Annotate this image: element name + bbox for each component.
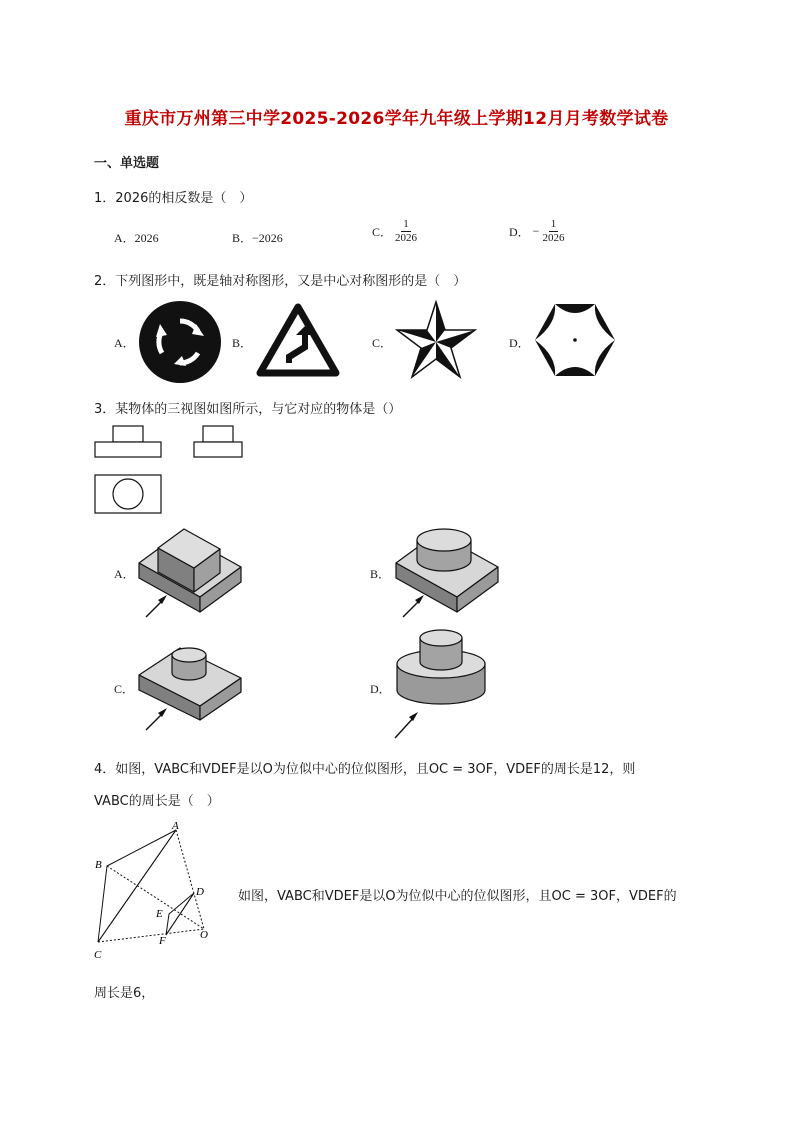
q2-option-a-label[interactable]: A． bbox=[114, 336, 135, 350]
option-value: 2026 bbox=[134, 231, 159, 245]
option-label: D． bbox=[509, 225, 530, 239]
section-heading: 一、单选题 bbox=[94, 156, 160, 171]
point-label-a: A bbox=[172, 820, 179, 832]
option-label: B． bbox=[232, 231, 253, 245]
point-label-c: C bbox=[94, 949, 102, 961]
hexagon-figure-icon bbox=[533, 300, 617, 380]
solid-option-a bbox=[136, 520, 244, 620]
q2-option-b-label[interactable]: B． bbox=[232, 336, 253, 350]
q3-option-c-label[interactable]: C． bbox=[114, 682, 135, 696]
page-title: 重庆市万州第三中学2025-2026学年九年级上学期12月月考数学试卷 bbox=[124, 109, 669, 129]
point-label-e: E bbox=[156, 908, 163, 920]
numerator: 1 bbox=[550, 218, 557, 230]
question-3-stem: 3．某物体的三视图如图所示，与它对应的物体是（） bbox=[94, 402, 402, 417]
q3-option-a-label[interactable]: A． bbox=[114, 567, 135, 581]
question-4-stem-line1: 4．如图，VABC和VDEF是以O为位似中心的位似图形，且OC = 3OF，VDEF的周长是12，则 bbox=[94, 762, 636, 777]
option-label: A． bbox=[114, 231, 135, 245]
q1-option-b[interactable] bbox=[232, 229, 283, 246]
fraction bbox=[542, 218, 564, 245]
answer-text-line2: 周长是6， bbox=[94, 986, 155, 1001]
numerator: 1 bbox=[403, 218, 409, 230]
option-label: C． bbox=[372, 225, 393, 239]
q2-option-d-label[interactable]: D． bbox=[509, 336, 530, 350]
answer-text-line1: 如图，VABC和VDEF是以O为位似中心的位似图形，且OC = 3OF，VDEF的 bbox=[238, 889, 677, 904]
roundabout-sign-icon bbox=[138, 300, 222, 384]
denominator: 2026 bbox=[395, 232, 418, 244]
option-value: −2026 bbox=[252, 231, 283, 245]
point-label-b: B bbox=[95, 859, 102, 871]
point-label-o: O bbox=[200, 929, 208, 941]
question-2-stem: 2．下列图形中，既是轴对称图形，又是中心对称图形的是（ ） bbox=[94, 274, 467, 289]
solid-option-c bbox=[136, 640, 244, 735]
star-icon bbox=[394, 300, 478, 380]
q3-option-b-label[interactable]: B． bbox=[370, 567, 391, 581]
point-label-d: D bbox=[196, 886, 204, 898]
fraction bbox=[395, 218, 417, 245]
q1-option-d[interactable] bbox=[509, 218, 564, 245]
question-1-stem: 1．2026的相反数是（ ） bbox=[94, 191, 253, 206]
top-view-drawing bbox=[94, 474, 162, 514]
minus-sign: − bbox=[532, 224, 540, 238]
solid-option-b bbox=[393, 520, 501, 620]
warning-sign-icon bbox=[256, 303, 340, 377]
point-label-f: F bbox=[159, 935, 166, 947]
q2-option-c-label[interactable]: C． bbox=[372, 336, 393, 350]
front-view-drawing bbox=[94, 425, 162, 459]
denominator: 2026 bbox=[542, 232, 565, 244]
solid-option-d bbox=[393, 628, 489, 740]
side-view-drawing bbox=[193, 425, 243, 459]
homothety-figure bbox=[90, 820, 215, 962]
q1-option-c[interactable] bbox=[372, 218, 417, 245]
q3-option-d-label[interactable]: D． bbox=[370, 682, 391, 696]
question-4-stem-line2: VABC的周长是（ ） bbox=[94, 794, 220, 809]
q1-option-a[interactable] bbox=[114, 229, 159, 246]
